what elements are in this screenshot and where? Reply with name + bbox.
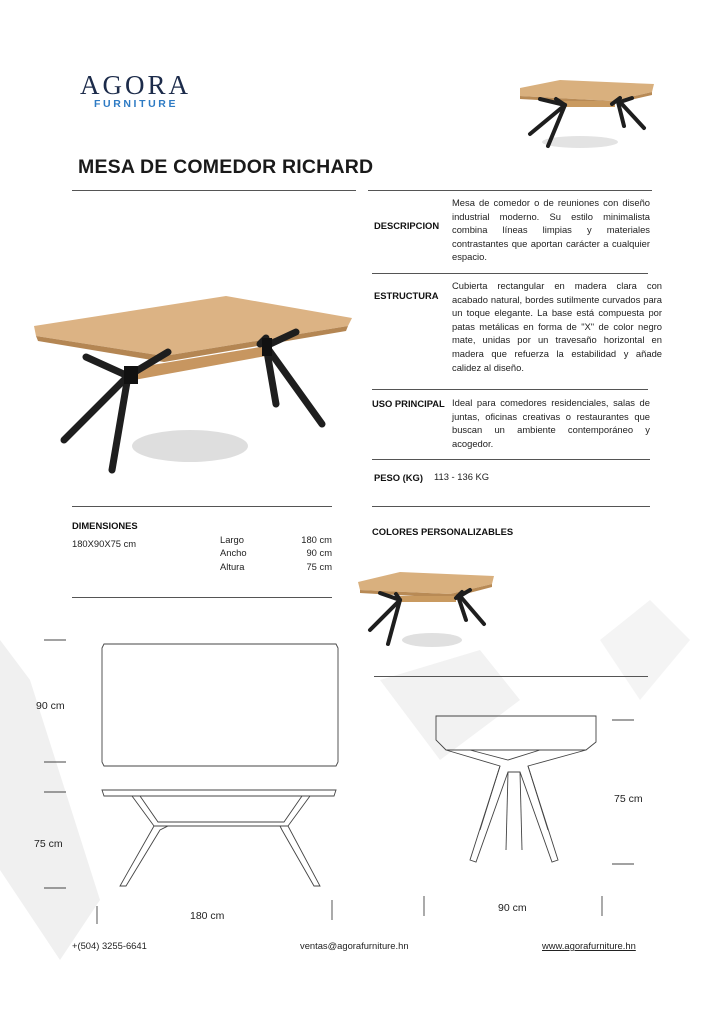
colores-label: COLORES PERSONALIZABLES — [372, 526, 514, 537]
dimensiones-label: DIMENSIONES — [72, 520, 138, 531]
footer-email[interactable]: ventas@agorafurniture.hn — [300, 940, 409, 951]
dimension-value: 75 cm — [306, 560, 332, 572]
descripcion-label: DESCRIPCION — [374, 220, 440, 231]
estructura-label: ESTRUCTURA — [374, 290, 439, 301]
dimension-label-width-top: 90 cm — [36, 700, 65, 712]
dimension-name: Largo — [220, 534, 244, 545]
uso-principal-label: USO PRINCIPAL — [372, 398, 445, 409]
peso-label: PESO (KG) — [374, 472, 423, 483]
dimension-name: Altura — [220, 560, 245, 572]
descripcion-text: Mesa de comedor o de reuniones con diseño industrial moderno. Su estilo minimalista combina líneas limpias y materiales contrastantes que aportan carácter a cualquier espacio. — [452, 197, 650, 263]
estructura-text: Cubierta rectangular en madera clara con acabado natural, bordes sutilmente curvados para un toque elegante. La base está compuesta por patas metálicas en forma de "X" de color negro mate, unidas por un travesaño horizontal en madera que refuerza la estabilidad y añade calidez al diseño. — [452, 280, 662, 373]
uso-principal-text: Ideal para comedores residenciales, salas de juntas, oficinas creativas o restaurantes que buscan un ambiente contemporáneo y acogedor. — [452, 397, 650, 449]
brand-logo-name: AGORA — [80, 70, 192, 100]
dimension-name: Ancho — [220, 547, 247, 559]
brand-logo-subtitle: FURNITURE — [94, 98, 179, 110]
dimension-label-height-side: 75 cm — [614, 793, 643, 805]
dimension-value: 90 cm — [306, 547, 332, 559]
peso-value: 113 - 136 KG — [434, 471, 490, 482]
dimension-value: 180 cm — [301, 534, 332, 545]
dimension-label-width-side: 90 cm — [498, 902, 527, 914]
footer-website-link[interactable]: www.agorafurniture.hn — [542, 940, 636, 951]
footer-phone: +(504) 3255-6641 — [72, 940, 147, 951]
dimensiones-summary: 180X90X75 cm — [72, 538, 137, 549]
dimension-label-length: 180 cm — [190, 910, 225, 922]
product-title: MESA DE COMEDOR RICHARD — [78, 156, 374, 178]
dimension-label-height-front: 75 cm — [34, 838, 63, 850]
